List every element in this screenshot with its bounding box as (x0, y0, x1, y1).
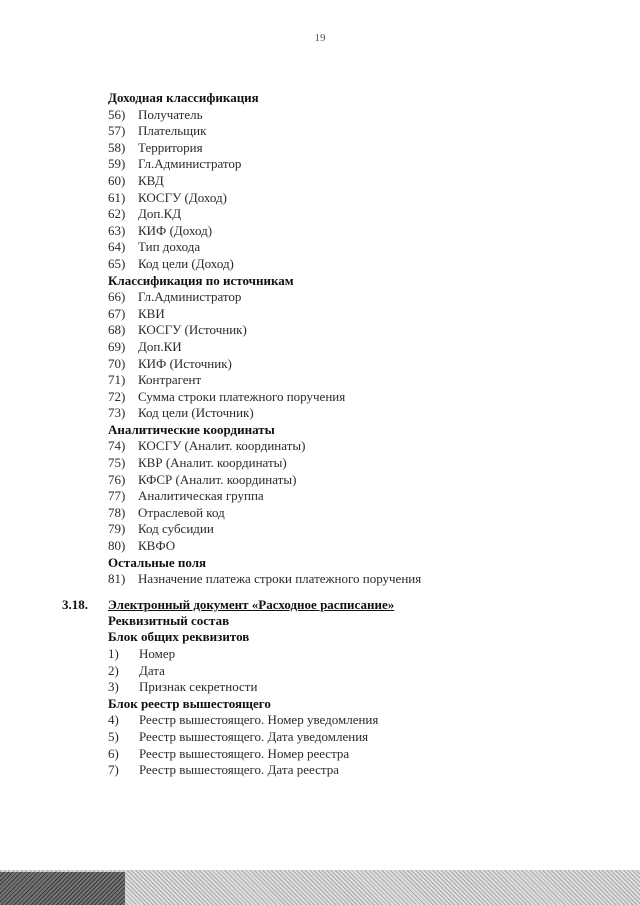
list-item-number: 78) (108, 504, 126, 520)
list-item (108, 256, 608, 273)
list-item-text: Доп.КД (138, 206, 182, 222)
group-heading: Доходная классификация (108, 90, 259, 105)
list-item-number: 5) (108, 728, 119, 744)
list-item-text: КОСГУ (Доход) (138, 189, 227, 205)
list-item-text: Контрагент (138, 372, 202, 388)
list-item (108, 289, 608, 306)
list-item-number: 76) (108, 471, 126, 487)
list-item (108, 538, 608, 555)
list-item (108, 472, 608, 489)
list-item-number: 63) (108, 222, 126, 238)
list-item-text: КВИ (138, 305, 165, 321)
list-item-text: Дата (139, 662, 165, 678)
list-item-number: 6) (108, 745, 119, 761)
document-body (62, 90, 608, 779)
list-item-number: 74) (108, 438, 126, 454)
list-item-text: Гл.Администратор (138, 156, 242, 172)
list-item-number: 62) (108, 206, 126, 222)
list-item-number: 80) (108, 538, 126, 554)
list-item-number: 58) (108, 139, 126, 155)
section-title: Электронный документ «Расходное расписание» (108, 596, 395, 612)
list-item (108, 356, 608, 373)
list-item (108, 223, 608, 240)
list-item-number: 65) (108, 255, 126, 271)
list-item-number: 4) (108, 712, 119, 728)
section-heading (62, 596, 608, 613)
section-number: 3.18. (62, 596, 88, 612)
list-item-text: Доп.КИ (138, 338, 182, 354)
list-item-text: Реестр вышестоящего. Дата уведомления (139, 728, 369, 744)
list-item (108, 405, 608, 422)
list-item-text: Отраслевой код (138, 504, 225, 520)
list-item-text: КИФ (Доход) (138, 222, 213, 238)
list-item (108, 190, 608, 207)
list-item (108, 339, 608, 356)
list-item-text: КОСГУ (Аналит. координаты) (138, 438, 306, 454)
list-item-number: 7) (108, 762, 119, 778)
list-item-number: 68) (108, 322, 126, 338)
list-item (108, 140, 608, 157)
list-item-text: Реестр вышестоящего. Номер реестра (139, 745, 350, 761)
list-item (108, 239, 608, 256)
list-item-text: Реестр вышестоящего. Номер уведомления (139, 712, 379, 728)
list-item (108, 712, 608, 729)
list-item-text: КИФ (Источник) (138, 355, 232, 371)
page-number: 19 (314, 32, 326, 44)
list-item (108, 646, 608, 663)
list-item-number: 59) (108, 156, 126, 172)
list-item-text: Код субсидии (138, 521, 214, 537)
list-item-text: Плательщик (138, 123, 207, 139)
list-item-text: Код цели (Доход) (138, 255, 234, 271)
list-item-number: 66) (108, 289, 126, 305)
section-subheading: Реквизитный состав (108, 612, 230, 628)
list-item-text: Реестр вышестоящего. Дата реестра (139, 762, 339, 778)
list-item-text: КВР (Аналит. координаты) (138, 455, 287, 471)
list-item-number: 67) (108, 305, 126, 321)
list-item (108, 521, 608, 538)
list-item (108, 206, 608, 223)
list-item-number: 75) (108, 455, 126, 471)
list-item-number: 61) (108, 189, 126, 205)
list-item (108, 762, 608, 779)
list-item-text: Получатель (138, 106, 203, 122)
list-item-text: Код цели (Источник) (138, 405, 254, 421)
list-item (108, 438, 608, 455)
list-item-number: 79) (108, 521, 126, 537)
group-heading: Блок общих реквизитов (108, 629, 250, 645)
list-item (108, 156, 608, 173)
scan-artifact-dark (0, 872, 125, 905)
list-item (108, 488, 608, 505)
list-item-number: 2) (108, 662, 119, 678)
list-item (108, 505, 608, 522)
list-item-text: КВД (138, 172, 164, 188)
group-heading: Блок реестр вышестоящего (108, 695, 271, 711)
list-item (108, 729, 608, 746)
list-item-number: 64) (108, 239, 126, 255)
list-item-number: 56) (108, 106, 126, 122)
list-item-text: КФСР (Аналит. координаты) (138, 471, 297, 487)
list-item (108, 372, 608, 389)
list-item-number: 73) (108, 405, 126, 421)
list-item-text: Гл.Администратор (138, 289, 242, 305)
list-item (108, 123, 608, 140)
list-item (108, 107, 608, 124)
list-item-number: 1) (108, 646, 119, 661)
list-item-number: 69) (108, 338, 126, 354)
list-item-text: КВФО (138, 538, 176, 554)
list-item-number: 60) (108, 172, 126, 188)
list-item (108, 679, 608, 696)
group-heading: Аналитические координаты (108, 421, 275, 437)
list-item (108, 746, 608, 763)
list-item-number: 71) (108, 372, 126, 388)
list-item-number: 77) (108, 488, 126, 504)
list-item (108, 663, 608, 680)
list-item (108, 389, 608, 406)
list-item-text: Номер (139, 646, 176, 661)
list-item-text: Сумма строки платежного поручения (138, 388, 346, 404)
list-item-text: Назначение платежа строки платежного поручения (138, 571, 422, 587)
field-list-continued (108, 90, 608, 588)
field-list-expense-schedule (108, 629, 608, 778)
list-item (108, 322, 608, 339)
list-item-text: КОСГУ (Источник) (138, 322, 247, 338)
list-item-number: 81) (108, 571, 126, 587)
list-item-number: 57) (108, 123, 126, 139)
list-item (108, 455, 608, 472)
list-item-number: 70) (108, 355, 126, 371)
list-item-text: Территория (138, 139, 203, 155)
list-item (108, 306, 608, 323)
group-heading: Остальные поля (108, 554, 207, 570)
list-item-number: 3) (108, 679, 119, 695)
list-item (108, 173, 608, 190)
list-item-text: Аналитическая группа (138, 488, 264, 504)
list-item (108, 571, 608, 588)
list-item-text: Признак секретности (139, 679, 258, 695)
list-item-text: Тип дохода (138, 239, 201, 255)
list-item-number: 72) (108, 388, 126, 404)
group-heading: Классификация по источникам (108, 272, 294, 288)
